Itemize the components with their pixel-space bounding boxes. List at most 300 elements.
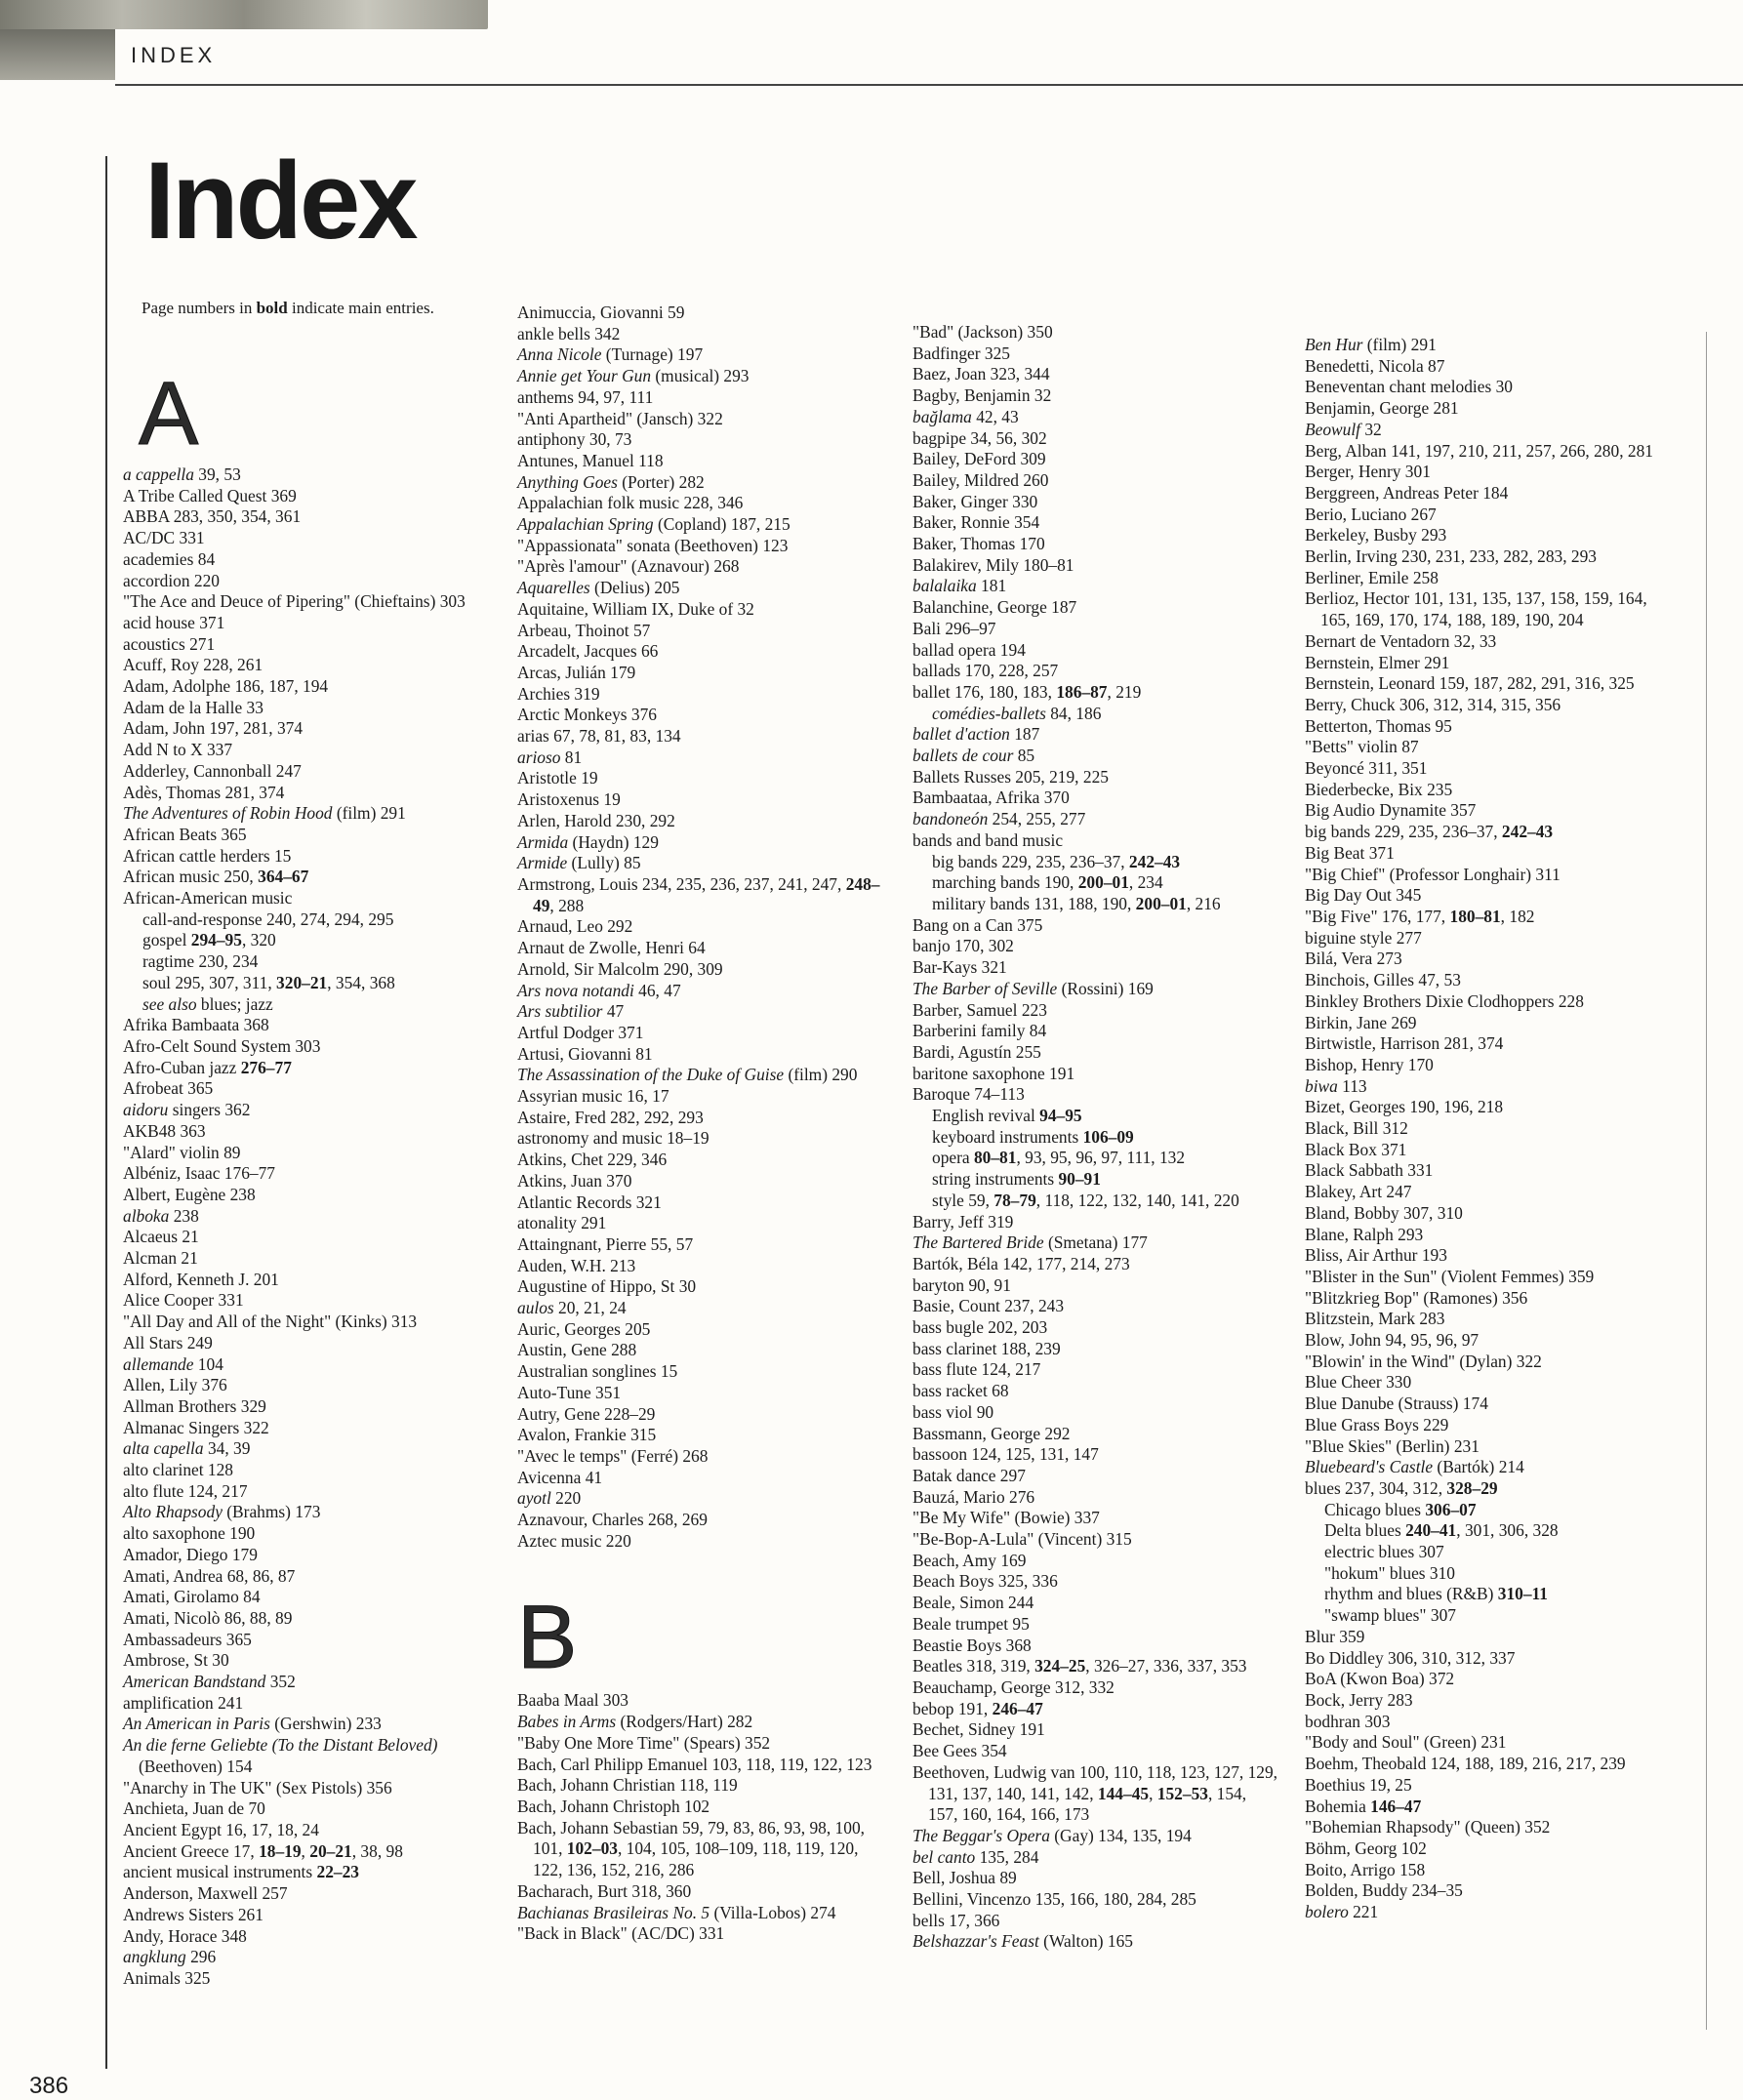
index-column-4	[1305, 335, 1672, 1923]
entry-text: Beyoncé 311, 351	[1305, 758, 1428, 779]
entry-text: (film) 290	[784, 1065, 858, 1085]
index-entry	[912, 1296, 1279, 1317]
main-entry-pages: 294–95	[190, 930, 242, 950]
index-entry	[1305, 1033, 1672, 1055]
index-entry	[912, 1317, 1279, 1339]
intro-text-1: Page numbers in	[142, 299, 257, 317]
index-subentry	[1305, 1584, 1672, 1605]
entry-text: "Après l'amour" (Aznavour) 268	[517, 556, 740, 577]
index-entry	[912, 1424, 1279, 1445]
main-entry-pages: 146–47	[1370, 1796, 1422, 1816]
index-subentry	[912, 872, 1279, 894]
index-subentry	[123, 951, 490, 973]
entry-text: Animals 325	[123, 1967, 211, 1988]
entry-text: "Blue Skies" (Berlin) 231	[1305, 1435, 1480, 1456]
entry-text: Binchois, Gilles 47, 53	[1305, 970, 1461, 990]
entry-text: Bauzá, Mario 276	[912, 1486, 1035, 1507]
entry-text: Antunes, Manuel 118	[517, 450, 664, 470]
index-entry	[1305, 949, 1672, 970]
index-entry	[912, 619, 1279, 640]
entry-text: Bach, Johann Christoph 102	[517, 1797, 710, 1816]
index-entry	[517, 599, 884, 621]
index-entry	[123, 1693, 490, 1715]
index-entry	[1305, 1902, 1672, 1923]
italic-title: Bachianas Brasileiras No. 5	[517, 1902, 710, 1922]
italic-title: bolero	[1305, 1902, 1349, 1922]
entry-text: baryton 90, 91	[912, 1274, 1011, 1295]
italic-title: allemande	[123, 1353, 194, 1374]
entry-text: Almanac Singers 322	[123, 1417, 269, 1437]
main-entry-pages: 306–07	[1425, 1499, 1477, 1519]
index-entry	[912, 343, 1279, 365]
entry-text: "Blowin' in the Wind" (Dylan) 322	[1305, 1351, 1542, 1371]
index-subentry	[123, 909, 490, 931]
index-entry	[1305, 1880, 1672, 1902]
index-entry	[1305, 1097, 1672, 1118]
index-entry	[517, 1383, 884, 1404]
entry-text: bebop 191,	[912, 1698, 993, 1718]
entry-text: Arlen, Harold 230, 292	[517, 810, 675, 830]
entry-text: Betterton, Thomas 95	[1305, 715, 1452, 736]
index-column-2	[517, 303, 884, 1945]
entry-text: Amati, Nicolò 86, 88, 89	[123, 1607, 293, 1628]
entry-text: bands and band music	[912, 829, 1064, 850]
index-entry	[517, 1340, 884, 1361]
entry-text: "Anti Apartheid" (Jansch) 322	[517, 408, 723, 428]
index-entry	[517, 1065, 884, 1086]
index-entry	[1305, 758, 1672, 780]
entry-text: Bell, Joshua 89	[912, 1868, 1017, 1888]
entry-text: Basie, Count 237, 243	[912, 1296, 1065, 1316]
index-entry	[123, 506, 490, 528]
main-entry-pages: 102–03	[566, 1838, 618, 1859]
entry-text: Assyrian music 16, 17	[517, 1086, 669, 1107]
entry-text: academies 84	[123, 548, 216, 569]
entry-text: Avicenna 41	[517, 1467, 603, 1487]
index-entry	[123, 1333, 490, 1354]
index-entry	[912, 1719, 1279, 1741]
entry-text: Bagby, Benjamin 32	[912, 385, 1052, 406]
entry-text: Baker, Ronnie 354	[912, 512, 1040, 533]
italic-title: Armida	[517, 831, 569, 852]
entry-text: "Alard" violin 89	[123, 1142, 241, 1162]
entry-text: Adam de la Halle 33	[123, 697, 263, 717]
entry-text: Boethius 19, 25	[1305, 1774, 1412, 1795]
entry-text: , 288	[549, 895, 585, 915]
index-entry	[912, 1931, 1279, 1953]
index-entry	[1305, 1669, 1672, 1690]
entry-text: Balakirev, Mily 180–81	[912, 554, 1074, 575]
entry-text: 81	[560, 747, 583, 767]
italic-title: The Assassination of the Duke of Guise	[517, 1065, 785, 1085]
index-entry	[1305, 1732, 1672, 1754]
index-entry	[517, 1755, 884, 1776]
index-entry	[123, 1714, 490, 1735]
index-entry	[123, 1883, 490, 1905]
entry-text: Bo Diddley 306, 310, 312, 337	[1305, 1647, 1516, 1668]
entry-text: Berry, Chuck 306, 312, 314, 315, 356	[1305, 694, 1561, 714]
entry-text: Barberini family 84	[912, 1021, 1047, 1041]
entry-text: "All Day and All of the Night" (Kinks) 313	[123, 1312, 418, 1332]
index-entry	[517, 832, 884, 854]
index-entry	[1305, 1245, 1672, 1267]
entry-text: Black Box 371	[1305, 1139, 1407, 1159]
section-letter-a: A	[139, 364, 199, 464]
italic-title: Anything Goes	[517, 471, 618, 492]
index-entry	[123, 486, 490, 507]
main-entry-pages: 152–53	[1156, 1783, 1208, 1803]
index-entry	[517, 1234, 884, 1256]
entry-text: baritone saxophone 191	[912, 1063, 1075, 1083]
entry-text: ballads 170, 228, 257	[912, 661, 1059, 681]
index-entry	[1305, 1627, 1672, 1648]
index-entry	[1305, 716, 1672, 738]
entry-text: ABBA 283, 350, 354, 361	[123, 506, 302, 527]
entry-text: call-and-response 240, 274, 294, 295	[142, 909, 394, 929]
index-entry	[517, 874, 884, 916]
entry-text: Albéniz, Isaac 176–77	[123, 1163, 275, 1184]
index-entry	[123, 1396, 490, 1418]
italic-title: Ars nova notandi	[517, 980, 634, 1000]
entry-text: Atkins, Juan 370	[517, 1170, 632, 1191]
index-entry	[123, 464, 490, 486]
italic-title: Aquarelles	[517, 578, 590, 598]
index-entry	[517, 344, 884, 366]
index-entry	[1305, 335, 1672, 356]
main-entry-pages: 106–09	[1082, 1126, 1134, 1147]
index-subentry	[123, 973, 490, 994]
index-entry	[123, 1608, 490, 1630]
entry-text: marching bands 190,	[932, 872, 1078, 893]
index-entry	[123, 1968, 490, 1990]
header-decorative-image	[0, 0, 488, 29]
index-entry	[517, 1488, 884, 1510]
index-entry	[912, 682, 1279, 704]
index-entry	[517, 811, 884, 832]
entry-text: arias 67, 78, 81, 83, 134	[517, 726, 681, 747]
entry-text: Beale, Simon 244	[912, 1593, 1034, 1613]
index-entry	[123, 1481, 490, 1503]
index-entry	[1305, 1838, 1672, 1860]
index-entry	[517, 1818, 884, 1881]
index-subentry	[912, 1169, 1279, 1191]
entry-text: Ambassadeurs 365	[123, 1629, 252, 1649]
index-entry	[517, 451, 884, 472]
entry-text: Bailey, Mildred 260	[912, 469, 1049, 490]
index-entry	[1305, 462, 1672, 483]
entry-text: "The Ace and Deuce of Pipering" (Chieftains) 303	[123, 591, 466, 612]
index-entry	[517, 1510, 884, 1531]
main-entry-pages: 246–47	[992, 1698, 1043, 1718]
entry-text: , 219	[1107, 681, 1142, 702]
index-entry	[123, 1798, 490, 1820]
index-subentry	[912, 704, 1279, 725]
entry-text: blues 237, 304, 312,	[1305, 1477, 1447, 1498]
index-entry	[517, 1690, 884, 1712]
entry-text: Baker, Ginger 330	[912, 491, 1038, 511]
index-entry	[1305, 356, 1672, 378]
index-entry	[517, 1881, 884, 1903]
entry-text: Artusi, Giovanni 81	[517, 1043, 653, 1064]
index-entry	[517, 1923, 884, 1945]
entry-text: biguine style 277	[1305, 927, 1422, 948]
entry-text: big bands 229, 235, 236–37,	[932, 851, 1129, 871]
index-entry	[912, 1232, 1279, 1254]
entry-text: Autry, Gene 228–29	[517, 1403, 656, 1424]
index-entry	[912, 1275, 1279, 1297]
entry-text: "Bad" (Jackson) 350	[912, 322, 1053, 342]
index-entry	[912, 1571, 1279, 1593]
entry-text: amplification 241	[123, 1692, 244, 1713]
italic-title: alboka	[123, 1205, 170, 1226]
entry-text: "Blitzkrieg Bop" (Ramones) 356	[1305, 1287, 1528, 1308]
entry-text: keyboard instruments	[932, 1126, 1083, 1147]
italic-title: Babes in Arms	[517, 1712, 617, 1732]
entry-text: 34, 39	[203, 1438, 251, 1459]
entry-text: Arnaud, Leo 292	[517, 916, 633, 937]
entry-text: Arnaut de Zwolle, Henri 64	[517, 938, 706, 958]
entry-text: AC/DC 331	[123, 528, 205, 548]
index-entry	[517, 1404, 884, 1426]
entry-text: Black Sabbath 331	[1305, 1160, 1434, 1181]
entry-text: Beethoven, Ludwig van 100, 110, 118, 123, 127, 129, 131, 137, 140, 141, 142,	[912, 1761, 1278, 1803]
index-entry	[1305, 1118, 1672, 1140]
index-entry	[123, 1905, 490, 1926]
entry-text: Beatles 318, 319,	[912, 1656, 1035, 1676]
entry-text: Australian songlines 15	[517, 1361, 678, 1382]
entry-text: Auric, Georges 205	[517, 1318, 651, 1339]
main-entry-pages: 320–21	[276, 972, 328, 992]
entry-text: Berlioz, Hector 101, 131, 135, 137, 158, 159, 164, 165, 169, 170, 174, 188, 189, 190, 204	[1305, 588, 1647, 630]
index-entry	[912, 1699, 1279, 1720]
italic-title: alta capella	[123, 1438, 204, 1459]
entry-text: Berg, Alban 141, 197, 210, 211, 257, 266, 280, 281	[1305, 440, 1653, 461]
intro-note	[142, 298, 464, 318]
entry-text: 220	[550, 1488, 582, 1509]
entry-text: Add N to X 337	[123, 740, 233, 760]
index-entry	[1305, 1648, 1672, 1670]
entry-text: bells 17, 366	[912, 1910, 1000, 1930]
entry-text: Afrobeat 365	[123, 1078, 214, 1099]
index-entry	[123, 1672, 490, 1693]
index-entry	[912, 957, 1279, 979]
index-entry	[123, 1523, 490, 1545]
main-entry-pages: 94–95	[1039, 1106, 1082, 1126]
index-entry	[1305, 1055, 1672, 1076]
italic-title: Bluebeard's Castle	[1305, 1457, 1434, 1477]
index-entry	[912, 322, 1279, 343]
entry-text: Appalachian folk music 228, 346	[517, 493, 744, 513]
entry-text: alto flute 124, 217	[123, 1480, 248, 1501]
entry-text: (film) 291	[1362, 335, 1437, 354]
index-entry	[123, 1375, 490, 1396]
intro-text-2: indicate main entries.	[287, 299, 434, 317]
entry-text: Bellini, Vincenzo 135, 166, 180, 284, 285	[912, 1889, 1196, 1910]
index-entry	[1305, 1013, 1672, 1034]
entry-text: Arnold, Sir Malcolm 290, 309	[517, 958, 723, 979]
index-entry	[912, 746, 1279, 767]
entry-text: Big Audio Dynamite 357	[1305, 800, 1477, 821]
index-entry	[123, 1058, 490, 1079]
entry-text: Bee Gees 354	[912, 1741, 1007, 1761]
index-entry	[517, 981, 884, 1002]
entry-text: , 326–27, 336, 337, 353	[1085, 1656, 1247, 1676]
index-entry	[912, 449, 1279, 470]
index-entry	[1305, 420, 1672, 441]
entry-text: Bishop, Henry 170	[1305, 1054, 1434, 1074]
entry-text: Blue Cheer 330	[1305, 1372, 1412, 1393]
index-entry	[517, 959, 884, 981]
entry-text: Adam, John 197, 281, 374	[123, 718, 304, 739]
index-entry	[1305, 1203, 1672, 1225]
entry-text: "Bohemian Rhapsody" (Queen) 352	[1305, 1817, 1551, 1838]
index-entry	[1305, 737, 1672, 758]
index-entry	[517, 514, 884, 536]
entry-text: Berliner, Emile 258	[1305, 567, 1439, 587]
index-entry	[123, 761, 490, 783]
entry-text: Benjamin, George 281	[1305, 398, 1459, 419]
entry-text: Andrews Sisters 261	[123, 1904, 263, 1924]
entry-text: Big Day Out 345	[1305, 885, 1422, 906]
index-entry	[517, 1425, 884, 1446]
entry-text: Bartók, Béla 142, 177, 214, 273	[912, 1253, 1130, 1273]
entry-text: Aristoxenus 19	[517, 789, 621, 810]
main-entry-pages: 328–29	[1446, 1477, 1498, 1498]
index-entry	[123, 634, 490, 656]
entry-text: (Villa-Lobos) 274	[709, 1902, 836, 1922]
index-entry	[517, 1213, 884, 1234]
index-entry	[517, 663, 884, 684]
entry-text: Allen, Lily 376	[123, 1375, 227, 1395]
italic-title: see also	[142, 993, 197, 1014]
entry-text: Birtwistle, Harrison 281, 374	[1305, 1033, 1504, 1054]
index-entry	[1305, 780, 1672, 801]
entry-text: 20, 21, 24	[553, 1298, 627, 1318]
index-entry	[912, 1656, 1279, 1677]
index-entry	[1305, 441, 1672, 463]
index-entry	[517, 1256, 884, 1277]
italic-title: arioso	[517, 747, 561, 767]
entry-text: big bands 229, 235, 236–37,	[1305, 822, 1502, 842]
index-entry	[1305, 483, 1672, 505]
index-entry	[517, 387, 884, 409]
entry-text: "Appassionata" sonata (Beethoven) 123	[517, 535, 789, 555]
italic-title: ayotl	[517, 1488, 551, 1509]
entry-text: BoA (Kwon Boa) 372	[1305, 1669, 1455, 1689]
index-entry	[517, 1712, 884, 1733]
entry-text: 39, 53	[193, 464, 241, 484]
entry-text: Blur 359	[1305, 1626, 1365, 1646]
entry-text: Alice Cooper 331	[123, 1290, 244, 1311]
entry-text: (Haydn) 129	[568, 831, 659, 852]
italic-title: bağlama	[912, 406, 972, 426]
entry-text: Berggreen, Andreas Peter 184	[1305, 482, 1509, 503]
entry-text: (Porter) 282	[617, 471, 705, 492]
index-entry	[517, 1086, 884, 1108]
entry-text: "swamp blues" 307	[1324, 1605, 1456, 1626]
index-entry	[517, 684, 884, 706]
entry-text: Baroque 74–113	[912, 1084, 1025, 1105]
index-entry	[912, 1868, 1279, 1889]
entry-text: Chicago blues	[1324, 1499, 1426, 1519]
entry-text: Barry, Jeff 319	[912, 1211, 1014, 1232]
entry-text: Delta blues	[1324, 1520, 1406, 1541]
main-entry-pages: 20–21	[309, 1840, 352, 1861]
index-column-1	[123, 464, 490, 1990]
entry-text: Binkley Brothers Dixie Clodhoppers 228	[1305, 990, 1584, 1011]
entry-text: , 301, 306, 328	[1456, 1520, 1559, 1541]
index-entry	[1305, 1860, 1672, 1881]
index-entry	[517, 1298, 884, 1319]
entry-text: (Walton) 165	[1038, 1931, 1133, 1952]
entry-text: Arcadelt, Jacques 66	[517, 641, 659, 662]
index-entry	[912, 1042, 1279, 1064]
entry-text: 32	[1360, 419, 1382, 439]
entry-text: Bernstein, Leonard 159, 187, 282, 291, 316, 325	[1305, 673, 1635, 694]
entry-text: "Baby One More Time" (Spears) 352	[517, 1732, 771, 1753]
index-entry	[912, 1762, 1279, 1826]
entry-text: B	[517, 1588, 578, 1688]
entry-text: bassoon 124, 125, 131, 147	[912, 1444, 1099, 1465]
entry-text: Berkeley, Busby 293	[1305, 525, 1447, 545]
entry-text: Aquitaine, William IX, Duke of 32	[517, 598, 754, 619]
entry-text: ankle bells 342	[517, 323, 621, 343]
entry-text: African cattle herders 15	[123, 845, 292, 866]
entry-text: soul 295, 307, 311,	[142, 972, 277, 992]
entry-text: ballet 176, 180, 183,	[912, 681, 1057, 702]
index-entry	[517, 1023, 884, 1044]
main-entry-pages: 242–43	[1128, 851, 1181, 871]
index-entry	[517, 1446, 884, 1468]
entry-text: (Brahms) 173	[222, 1502, 321, 1522]
index-entry	[912, 1529, 1279, 1551]
index-entry	[912, 428, 1279, 450]
italic-title: The Adventures of Robin Hood	[123, 803, 333, 824]
index-entry	[517, 536, 884, 557]
italic-title: An American in Paris	[123, 1714, 270, 1734]
index-entry	[517, 1361, 884, 1383]
index-entry	[1305, 991, 1672, 1013]
index-entry	[912, 512, 1279, 534]
index-entry	[912, 1254, 1279, 1275]
index-entry	[1305, 1309, 1672, 1330]
index-entry	[912, 979, 1279, 1000]
index-entry	[1305, 673, 1672, 695]
entry-text: Amati, Girolamo 84	[123, 1587, 261, 1607]
index-entry	[912, 1212, 1279, 1233]
index-entry	[517, 1150, 884, 1171]
index-entry	[912, 1021, 1279, 1042]
entry-text: Archies 319	[517, 683, 600, 704]
index-entry	[1305, 1478, 1672, 1500]
index-subentry	[1305, 1605, 1672, 1627]
entry-text: Black, Bill 312	[1305, 1118, 1408, 1139]
header-rule	[115, 84, 1743, 86]
index-entry	[912, 1064, 1279, 1085]
index-entry	[912, 1614, 1279, 1636]
index-entry	[912, 788, 1279, 809]
entry-text: 221	[1348, 1902, 1379, 1922]
entry-text: African Beats 365	[123, 824, 247, 844]
index-entry	[1305, 398, 1672, 420]
index-entry	[123, 1566, 490, 1588]
index-entry	[517, 853, 884, 874]
index-entry	[1305, 588, 1672, 630]
entry-text: All Stars 249	[123, 1332, 213, 1353]
index-entry	[517, 1044, 884, 1066]
index-entry	[912, 915, 1279, 937]
index-entry	[1305, 505, 1672, 526]
